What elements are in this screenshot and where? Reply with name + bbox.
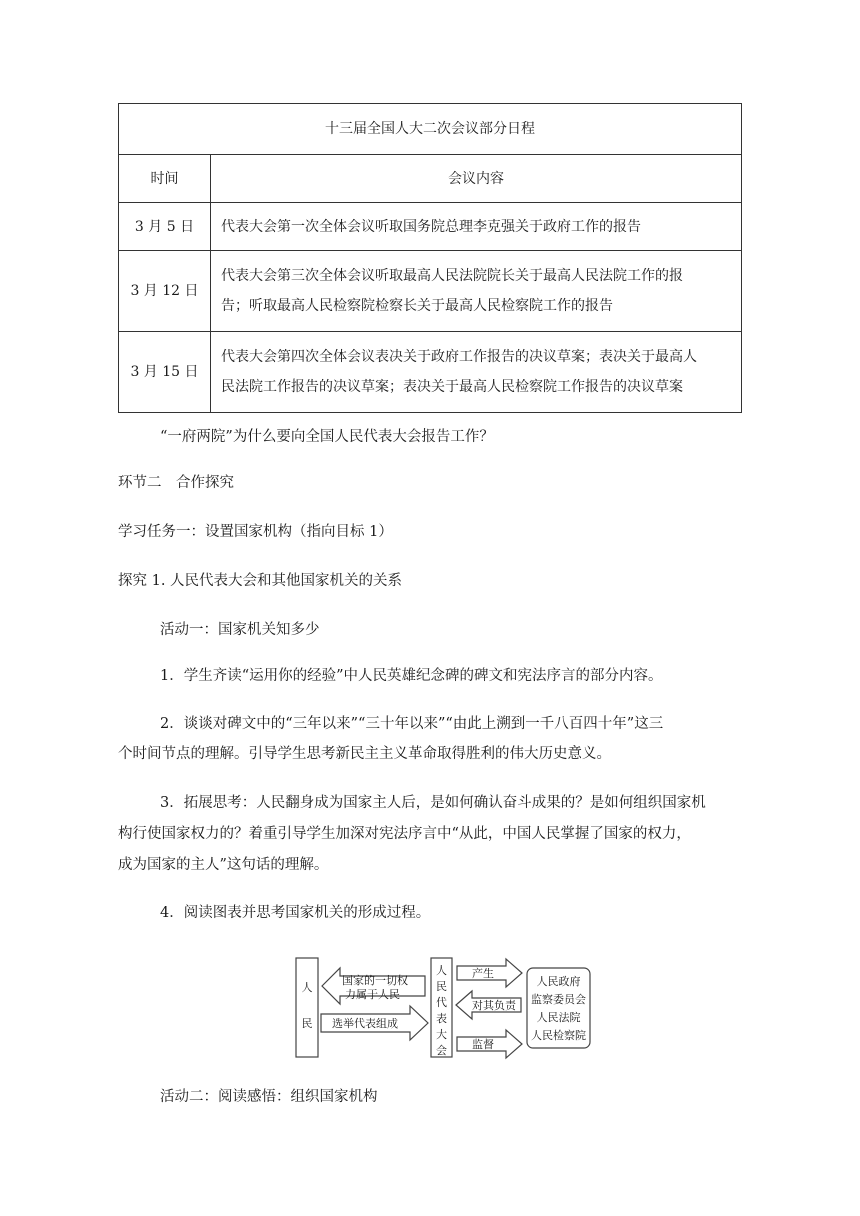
row-content-line: 告；听取最高人民检察院检察长关于最高人民检察院工作的报告: [221, 298, 613, 314]
schedule-table: [118, 103, 742, 413]
supervise-arrow-label: 监督: [472, 1038, 494, 1051]
npc-char: 表: [436, 1012, 447, 1025]
elect-arrow-label: 选举代表组成: [332, 1017, 398, 1030]
header-content: 会议内容: [211, 155, 742, 203]
npc-char: 民: [436, 980, 447, 993]
item-1: 1．学生齐读“运用你的经验”中人民英雄纪念碑的碑文和宪法序言的部分内容。: [160, 668, 663, 684]
item-3-line: 3．拓展思考：人民翻身成为国家主人后，是如何确认奋斗成果的？是如何组织国家机: [160, 795, 706, 811]
table-caption-row: [119, 104, 742, 155]
organ-label: 监察委员会: [531, 993, 586, 1006]
header-time: 时间: [119, 155, 211, 203]
organ-label: 人民检察院: [531, 1029, 586, 1042]
row-content: [211, 332, 742, 413]
power-arrow-label: 国家的一切权: [342, 974, 408, 987]
npc-char: 代: [436, 996, 447, 1009]
item-4: 4．阅读图表并思考国家机关的形成过程。: [160, 905, 431, 921]
table-row: [119, 251, 742, 332]
section-heading: 环节二 合作探究: [118, 475, 234, 491]
responsible-arrow-label: 对其负责: [472, 999, 516, 1012]
npc-char: 会: [436, 1044, 447, 1057]
row-content: [211, 251, 742, 332]
row-content-line: 民法院工作报告的决议草案；表决关于最高人民检察院工作报告的决议草案: [221, 379, 683, 395]
row-content-line: 代表大会第四次全体会议表决关于政府工作报告的决议草案；表决关于最高人: [221, 349, 697, 365]
row-date: 3 月 12 日: [119, 251, 211, 332]
activity-one-heading: 活动一：国家机关知多少: [160, 622, 320, 638]
question-text: “一府两院”为什么要向全国人民代表大会报告工作？: [160, 429, 494, 445]
table-row: [119, 332, 742, 413]
row-content-line: 代表大会第三次全体会议听取最高人民法院院长关于最高人民法院工作的报: [221, 268, 683, 284]
npc-char: 人: [436, 964, 447, 977]
produce-arrow-label: 产生: [472, 967, 494, 980]
state-organs-diagram: [294, 955, 592, 1060]
table-caption: 十三届全国人大二次会议部分日程: [119, 104, 742, 155]
item-2-line: 2．谈谈对碑文中的“三年以来”“三十年以来”“由此上溯到一千八百四十年”这三: [160, 716, 664, 732]
activity-two-heading: 活动二：阅读感悟：组织国家机构: [160, 1089, 378, 1105]
item-3-line: 成为国家的主人”这句话的理解。: [118, 857, 329, 873]
people-char: 民: [301, 1017, 313, 1030]
row-content: [211, 203, 742, 251]
table-header-row: [119, 155, 742, 203]
explore-heading: 探究 1. 人民代表大会和其他国家机关的关系: [118, 573, 403, 589]
row-content-line: 代表大会第一次全体会议听取国务院总理李克强关于政府工作的报告: [221, 218, 641, 235]
people-char: 人: [301, 981, 313, 994]
npc-char: 大: [436, 1028, 447, 1041]
people-box: [296, 958, 318, 1057]
item-2-line: 个时间节点的理解。引导学生思考新民主主义革命取得胜利的伟大历史意义。: [118, 746, 611, 762]
table-row: [119, 203, 742, 251]
row-date: 3 月 15 日: [119, 332, 211, 413]
row-date: 3 月 5 日: [119, 203, 211, 251]
organ-label: 人民政府: [536, 975, 581, 988]
task-heading: 学习任务一：设置国家机构（指向目标 1）: [118, 524, 393, 540]
power-arrow-label: 力属于人民: [345, 988, 400, 1001]
item-3-line: 构行使国家权力的？着重引导学生加深对宪法序言中“从此，中国人民掌握了国家的权力，: [118, 826, 691, 842]
organ-label: 人民法院: [536, 1011, 581, 1024]
